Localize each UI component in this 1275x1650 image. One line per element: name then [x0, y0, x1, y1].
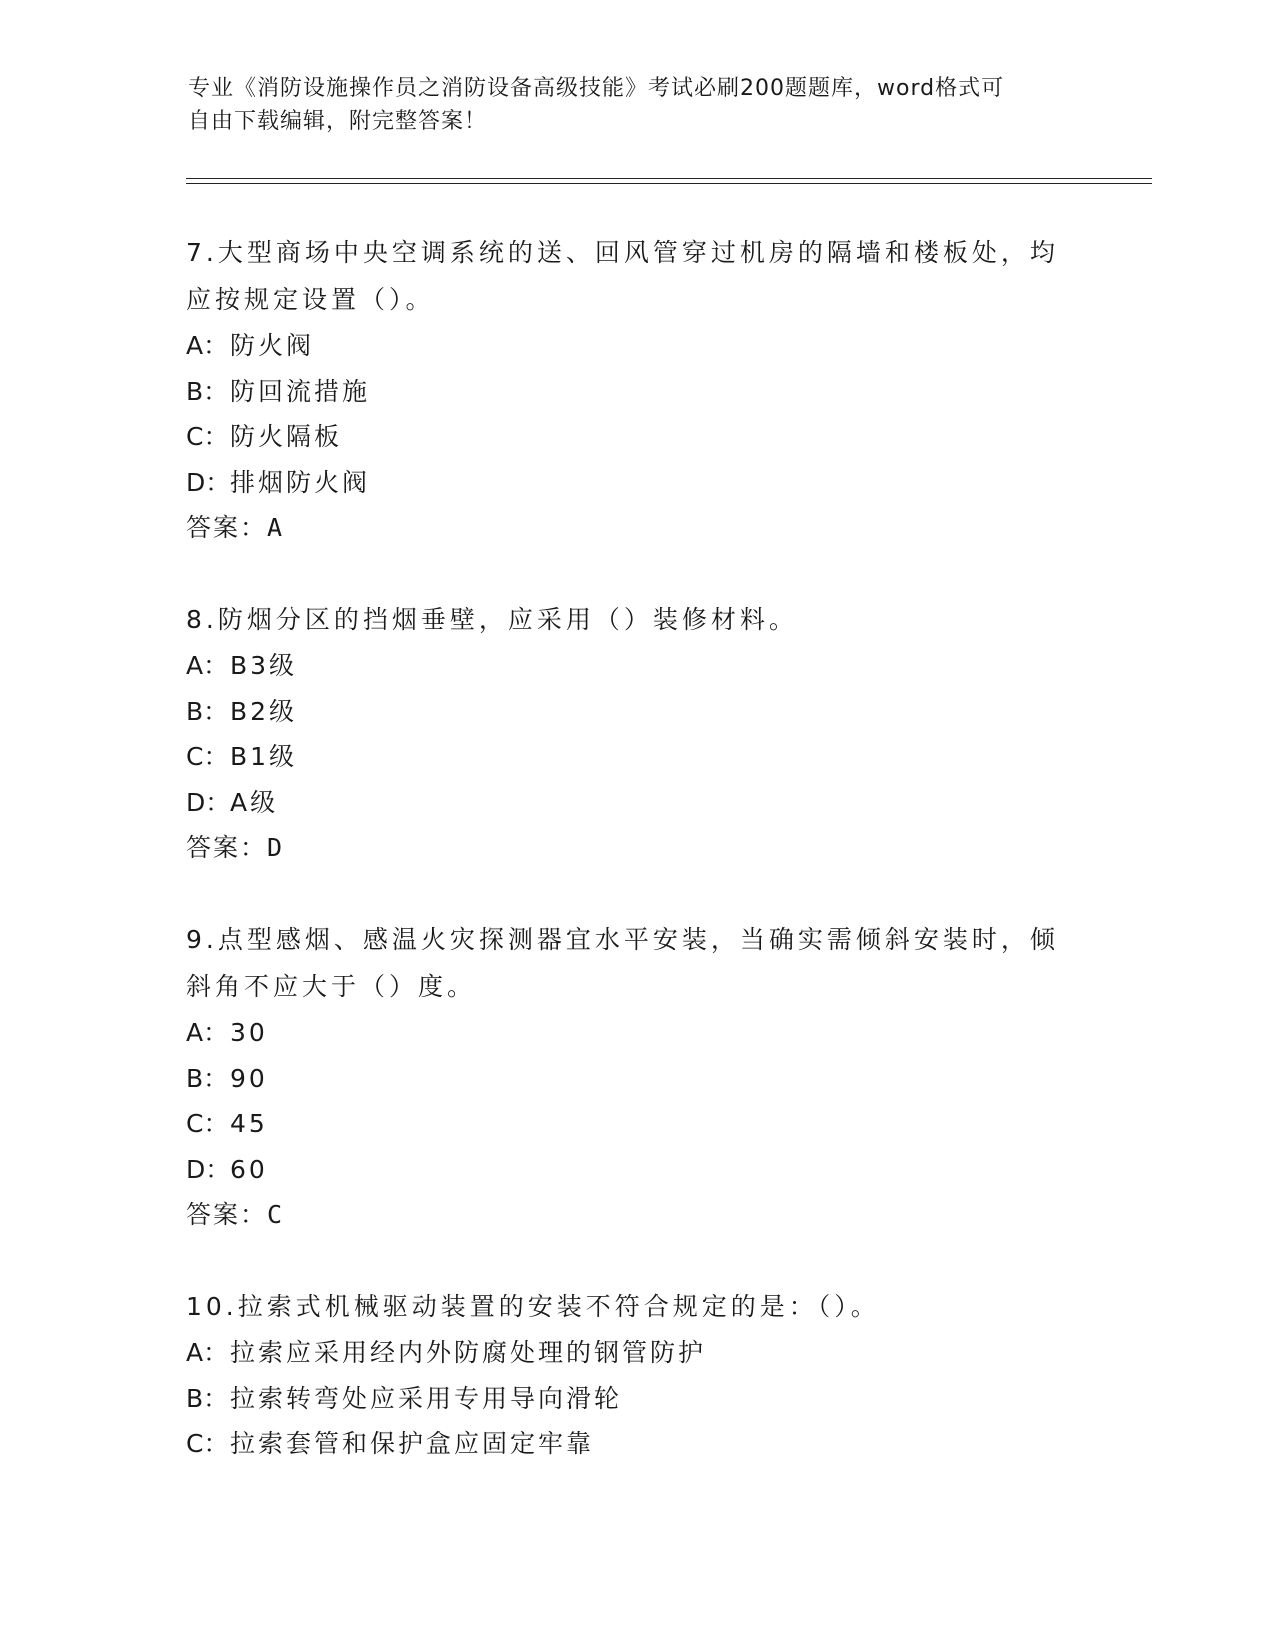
- question-stem: [186, 229, 1086, 323]
- option-key: C：: [186, 422, 229, 451]
- option-text: 拉索套管和保护盒应固定牢靠: [230, 1429, 595, 1458]
- option-text: 排烟防火阀: [230, 467, 371, 497]
- question-stem-line: 9.点型感烟、感温火灾探测器宜水平安装，当确实需倾斜安装时，倾: [186, 925, 1059, 954]
- option-key: B：: [186, 376, 229, 406]
- option-key: A：: [186, 331, 229, 360]
- question-stem: [186, 1283, 1086, 1330]
- option-key: C：: [186, 742, 229, 771]
- option-d: [186, 780, 1086, 826]
- option-text: B3级: [230, 651, 298, 680]
- option-text: 拉索转弯处应采用专用导向滑轮: [230, 1383, 623, 1413]
- answer-label: 答案：: [186, 1200, 268, 1229]
- option-text: 防火隔板: [230, 422, 343, 451]
- answer-value: A: [267, 513, 285, 542]
- question-stem-line: 7.大型商场中央空调系统的送、回风管穿过机房的隔墙和楼板处，均: [186, 238, 1059, 267]
- answer-label: 答案：: [186, 833, 268, 862]
- option-a: [186, 643, 1086, 689]
- option-c: [186, 1421, 1086, 1467]
- option-key: B：: [186, 1383, 229, 1413]
- option-a: [186, 1330, 1086, 1376]
- option-text: 30: [230, 1018, 268, 1047]
- option-text: 60: [230, 1154, 268, 1184]
- header-rule-top: [186, 178, 1152, 179]
- option-d: [186, 1147, 1086, 1193]
- option-c: [186, 414, 1086, 460]
- document-header: [188, 72, 1068, 138]
- option-key: A：: [186, 1018, 229, 1047]
- question-8: [186, 596, 1086, 870]
- question-10: [186, 1283, 1086, 1467]
- question-stem: [186, 916, 1086, 1010]
- answer-line: [186, 1192, 1086, 1237]
- answer-line: [186, 505, 1086, 550]
- header-line-1: 专业《消防设施操作员之消防设备高级技能》考试必刷200题题库，word格式可: [188, 76, 1005, 101]
- option-a: [186, 1010, 1086, 1056]
- option-b: [186, 1376, 1086, 1422]
- header-rule-bottom: [186, 183, 1152, 184]
- question-stem-line: 8.防烟分区的挡烟垂壁，应采用（）装修材料。: [186, 605, 798, 634]
- question-7: [186, 229, 1086, 550]
- option-key: C：: [186, 1109, 229, 1138]
- answer-value: D: [267, 833, 285, 862]
- option-d: [186, 460, 1086, 506]
- question-stem: [186, 596, 1086, 643]
- option-text: 45: [230, 1109, 268, 1138]
- option-c: [186, 1101, 1086, 1147]
- option-b: [186, 1056, 1086, 1102]
- option-text: 拉索应采用经内外防腐处理的钢管防护: [230, 1338, 707, 1367]
- option-key: D：: [186, 1154, 231, 1184]
- option-text: B1级: [230, 742, 298, 771]
- option-a: [186, 323, 1086, 369]
- answer-line: [186, 825, 1086, 870]
- option-key: B：: [186, 1063, 229, 1093]
- option-text: A级: [230, 787, 279, 817]
- option-text: 防火阀: [230, 331, 315, 360]
- option-b: [186, 369, 1086, 415]
- question-stem-line: 斜角不应大于（）度。: [186, 972, 477, 1001]
- question-stem-line: 10.拉索式机械驱动装置的安装不符合规定的是：（）。: [186, 1292, 880, 1321]
- option-text: 90: [230, 1063, 268, 1093]
- question-9: [186, 916, 1086, 1237]
- option-b: [186, 689, 1086, 735]
- option-text: B2级: [230, 696, 298, 726]
- answer-label: 答案：: [186, 513, 268, 542]
- option-key: B：: [186, 696, 229, 726]
- answer-value: C: [267, 1200, 285, 1229]
- header-line-2: 自由下载编辑，附完整答案！: [188, 109, 488, 134]
- option-key: A：: [186, 651, 229, 680]
- question-stem-line: 应按规定设置（）。: [186, 285, 435, 314]
- option-c: [186, 734, 1086, 780]
- option-key: D：: [186, 787, 231, 817]
- option-key: A：: [186, 1338, 229, 1367]
- option-key: D：: [186, 467, 231, 497]
- option-key: C：: [186, 1429, 229, 1458]
- option-text: 防回流措施: [230, 376, 371, 406]
- question-list: [186, 229, 1086, 1513]
